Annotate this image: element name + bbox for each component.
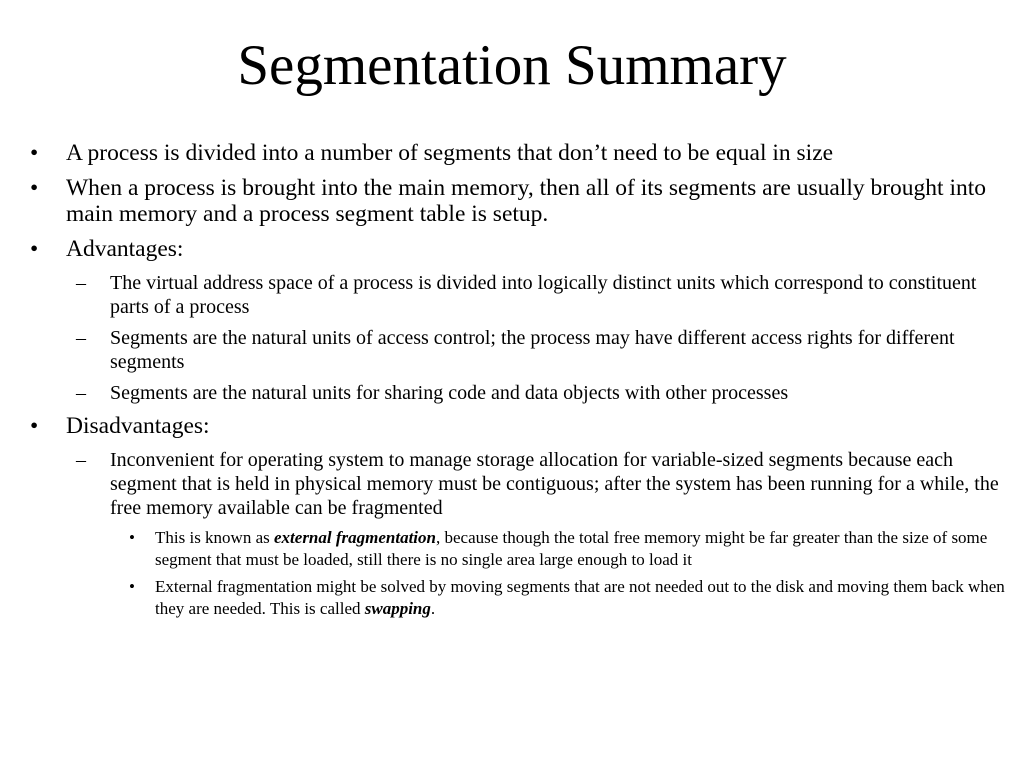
bullet-marker: • <box>30 413 39 439</box>
dash-marker: – <box>76 272 86 294</box>
note-text-before: This is known as <box>155 528 274 547</box>
note-text-after: . <box>430 598 436 618</box>
disadvantage-storage-allocation <box>30 448 1005 520</box>
slide-body <box>30 140 1005 625</box>
note-text-before: External fragmentation might be solved by moving segments that are not needed out to the disk and moving them back when they are needed. This is called <box>155 577 1005 618</box>
bullet-disadvantages <box>30 413 1005 439</box>
bullet-marker: • <box>30 140 39 166</box>
bullet-marker: • <box>30 236 39 262</box>
bullet-main-memory <box>30 175 1005 227</box>
note-swapping <box>30 576 1005 619</box>
bullet-text: When a process is brought into the main memory, then all of its segments are usually brought into main memory and a process segment table is setup. <box>66 175 987 227</box>
advantage-access-control <box>30 326 1005 374</box>
advantage-sharing <box>30 381 1005 405</box>
term-external-fragmentation: external fragmentation <box>274 528 436 547</box>
bullet-text: Advantages: <box>66 236 184 262</box>
dash-marker: – <box>76 449 86 471</box>
advantage-logical-units <box>30 271 1005 319</box>
note-text-after: , because though the total free memory might be far greater than the size of some segment that must be loaded, still there is no single area large enough to load it <box>155 528 988 569</box>
term-swapping: swapping <box>364 598 431 618</box>
note-external-fragmentation <box>30 527 1005 570</box>
slide-title: Segmentation Summary <box>237 34 787 97</box>
bullet-marker: • <box>129 528 135 547</box>
subitem-text: Segments are the natural units of access control; the process may have different access rights for different segments <box>110 327 955 373</box>
bullet-marker: • <box>129 577 135 596</box>
bullet-advantages <box>30 236 1005 262</box>
bullet-marker: • <box>30 175 39 201</box>
bullet-text: Disadvantages: <box>66 413 210 439</box>
dash-marker: – <box>76 382 86 404</box>
bullet-text: A process is divided into a number of segments that don’t need to be equal in size <box>66 140 834 166</box>
dash-marker: – <box>76 327 86 349</box>
subitem-text: Segments are the natural units for sharing code and data objects with other processes <box>110 382 789 404</box>
subitem-text: Inconvenient for operating system to manage storage allocation for variable-sized segments because each segment that is held in physical memory must be contiguous; after the system has been running for a while, the free memory available can be fragmented <box>110 449 999 519</box>
subitem-text: The virtual address space of a process is divided into logically distinct units which correspond to constituent parts of a process <box>110 272 977 318</box>
bullet-process-division <box>30 140 1005 166</box>
